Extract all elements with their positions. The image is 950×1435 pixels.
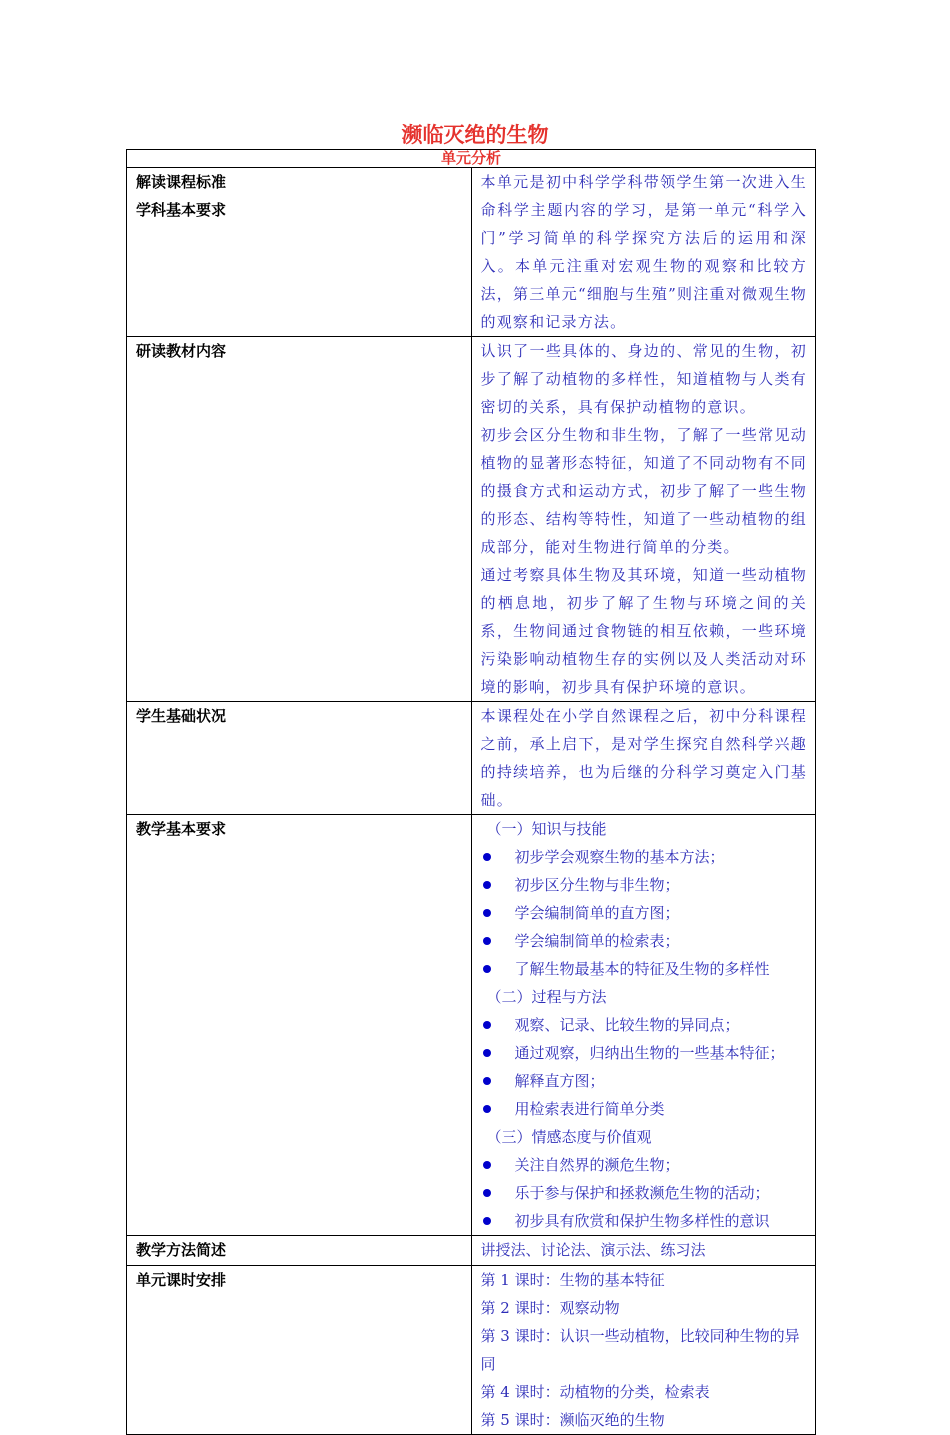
row-content-textbook: [471, 337, 816, 702]
list-item: [481, 1039, 808, 1067]
bullet-icon: [483, 1021, 491, 1029]
list-item-text: 通过观察，归纳出生物的一些基本特征；: [514, 1044, 785, 1062]
row-label-text: 学生基础状况: [136, 707, 227, 725]
list-item-text: 初步区分生物与非生物；: [514, 876, 680, 894]
table-header: 单元分析: [127, 150, 816, 168]
list-item: [481, 871, 808, 899]
row-standards: [127, 168, 816, 337]
lesson-item: 第 3 课时：认识一些动植物，比较同种生物的异同: [480, 1327, 800, 1373]
textbook-paragraph: 初步会区分生物和非生物，了解了一些常见动植物的显著形态特征，知道了不同动物有不同的摄食方式和运动方式，初步了解了一些生物的形态、结构等特性，知道了一些动植物的组成部分，能对生物进行简单的分类。: [480, 426, 807, 556]
lesson-item: 第 2 课时：观察动物: [480, 1299, 620, 1317]
row-schedule: [127, 1266, 816, 1435]
requirements-group-heading: （三）情感态度与价值观: [486, 1128, 652, 1146]
bullet-icon: [483, 1189, 491, 1197]
list-item-text: 学会编制简单的检索表；: [514, 932, 680, 950]
students-text: 本课程处在小学自然课程之后，初中分科课程之前，承上启下，是对学生探究自然科学兴趣的持续培养，也为后继的分科学习奠定入门基础。: [480, 707, 807, 809]
list-item-text: 初步学会观察生物的基本方法；: [514, 848, 725, 866]
requirements-group-heading: （一）知识与技能: [486, 820, 607, 838]
row-label-textbook: [127, 337, 472, 702]
bullet-icon: [483, 937, 491, 945]
list-item-text: 用检索表进行简单分类: [514, 1100, 665, 1118]
bullet-icon: [483, 965, 491, 973]
row-label-requirements: [127, 815, 472, 1236]
bullet-icon: [483, 1077, 491, 1085]
lesson-item: 第 4 课时：动植物的分类，检索表: [480, 1383, 710, 1401]
textbook-paragraph: 认识了一些具体的、身边的、常见的生物，初步了解了动植物的多样性，知道植物与人类有密切的关系，具有保护动植物的意识。: [480, 342, 807, 416]
list-item: [481, 927, 808, 955]
row-label-schedule: [127, 1266, 472, 1435]
list-item: [481, 1179, 808, 1207]
unit-analysis-table: [126, 149, 816, 1435]
bullet-icon: [483, 1049, 491, 1057]
list-item: [481, 955, 808, 983]
lesson-item: 第 1 课时：生物的基本特征: [480, 1271, 665, 1289]
row-label-methods: [127, 1236, 472, 1266]
row-students: [127, 702, 816, 815]
list-item: [481, 1207, 808, 1235]
row-label-line-1: 解读课程标准: [136, 173, 227, 191]
list-item-text: 解释直方图；: [514, 1072, 605, 1090]
row-content-schedule: [471, 1266, 816, 1435]
row-content-requirements: [471, 815, 816, 1236]
row-label-text: 教学基本要求: [136, 820, 227, 838]
row-label-students: [127, 702, 472, 815]
lesson-item: 第 5 课时：濒临灭绝的生物: [480, 1411, 665, 1429]
list-item-text: 乐于参与保护和拯救濒危生物的活动；: [514, 1184, 770, 1202]
list-item: [481, 899, 808, 927]
bullet-icon: [483, 1161, 491, 1169]
bullet-icon: [483, 1105, 491, 1113]
list-item: [481, 1095, 808, 1123]
standards-text: 本单元是初中科学学科带领学生第一次进入生命科学主题内容的学习，是第一单元“科学入门”学习简单的科学探究方法后的运用和深入。本单元注重对宏观生物的观察和比较方法，第三单元“细胞与生殖”则注重对微观生物的观察和记录方法。: [480, 173, 807, 331]
list-item-text: 学会编制简单的直方图；: [514, 904, 680, 922]
list-item: [481, 1151, 808, 1179]
list-item-text: 初步具有欣赏和保护生物多样性的意识: [514, 1212, 770, 1230]
list-item: [481, 1011, 808, 1039]
list-item-text: 关注自然界的濒危生物；: [514, 1156, 680, 1174]
row-label-text: 教学方法简述: [136, 1241, 227, 1259]
bullet-icon: [483, 1217, 491, 1225]
row-content-methods: [471, 1236, 816, 1266]
list-item-text: 了解生物最基本的特征及生物的多样性: [514, 960, 770, 978]
row-label-line-2: 学科基本要求: [136, 201, 227, 219]
bullet-icon: [483, 853, 491, 861]
row-requirements: [127, 815, 816, 1236]
list-item-text: 观察、记录、比较生物的异同点；: [514, 1016, 740, 1034]
list-item: [481, 843, 808, 871]
bullet-icon: [483, 909, 491, 917]
row-methods: [127, 1236, 816, 1266]
row-textbook: [127, 337, 816, 702]
row-label-standards: [127, 168, 472, 337]
document-title: 濒临灭绝的生物: [401, 123, 549, 147]
row-label-text: 研读教材内容: [136, 342, 227, 360]
list-item: [481, 1067, 808, 1095]
bullet-icon: [483, 881, 491, 889]
methods-text: 讲授法、讨论法、演示法、练习法: [480, 1241, 706, 1259]
textbook-paragraph: 通过考察具体生物及其环境，知道一些动植物的栖息地，初步了解了生物与环境之间的关系，生物间通过食物链的相互依赖，一些环境污染影响动植物生存的实例以及人类活动对环境的影响，初步具有保护环境的意识。: [480, 566, 807, 696]
row-content-students: [471, 702, 816, 815]
row-label-text: 单元课时安排: [136, 1271, 227, 1289]
requirements-group-heading: （二）过程与方法: [486, 988, 607, 1006]
row-content-standards: [471, 168, 816, 337]
table-header-row: [127, 150, 816, 168]
